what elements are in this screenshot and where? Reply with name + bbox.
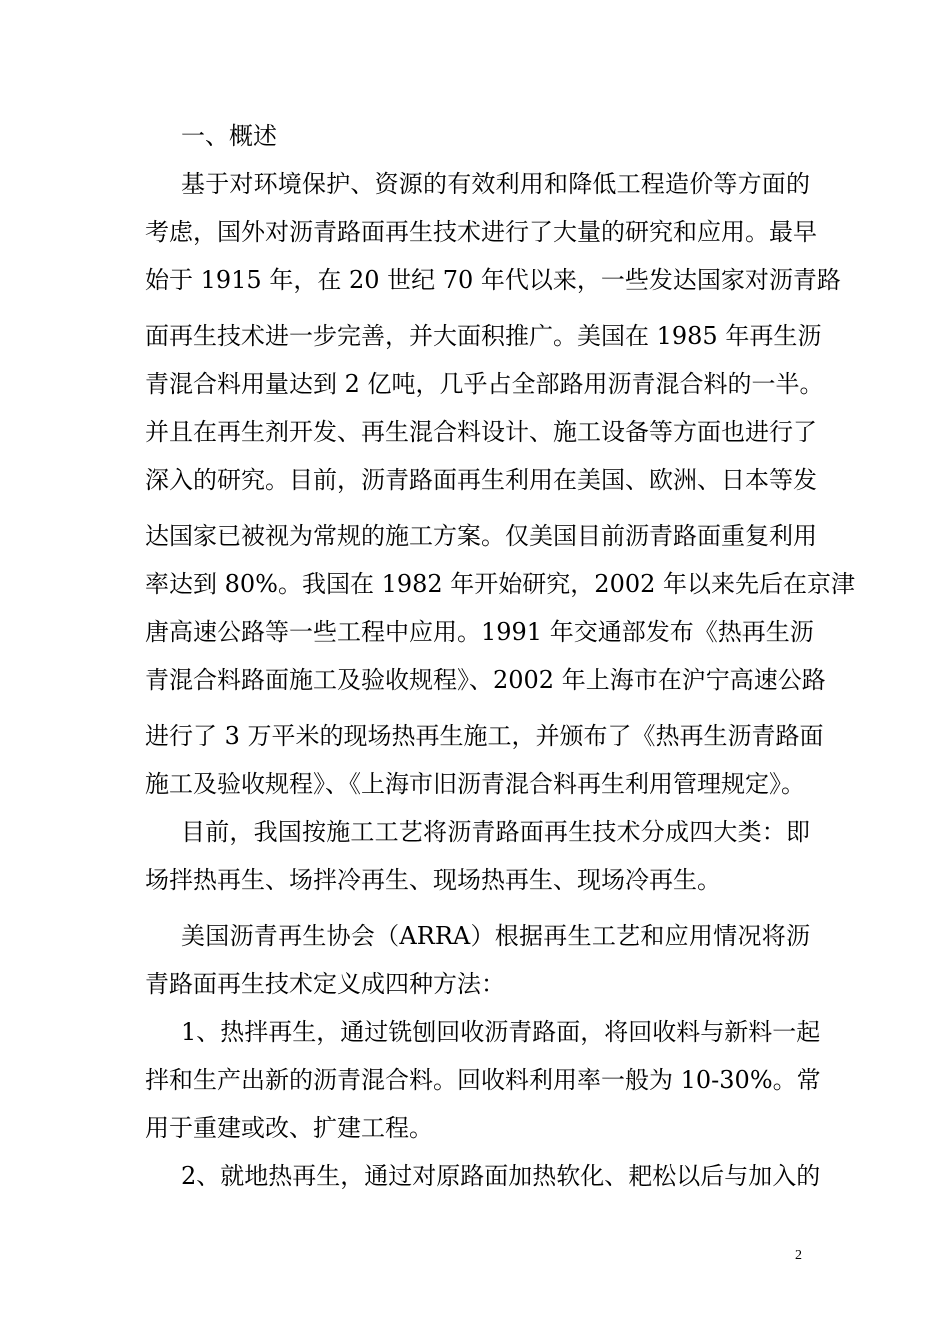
paragraph-5-line-1: 2、就地热再生，通过对原路面加热软化、耙松以后与加入的 [181, 1162, 821, 1190]
paragraph-1-line-5: 青混合料用量达到 2 亿吨，几乎占全部路用沥青混合料的一半。 [145, 370, 824, 398]
paragraph-1-line-12: 进行了 3 万平米的现场热再生施工，并颁布了《热再生沥青路面 [145, 722, 824, 750]
paragraph-4-line-2: 拌和生产出新的沥青混合料。回收料利用率一般为 10-30%。常 [145, 1066, 821, 1094]
paragraph-1-line-1: 基于对环境保护、资源的有效利用和降低工程造价等方面的 [181, 170, 810, 198]
paragraph-3-line-2: 青路面再生技术定义成四种方法： [145, 970, 505, 998]
paragraph-4-line-1: 1、热拌再生，通过铣刨回收沥青路面，将回收料与新料一起 [181, 1018, 821, 1046]
paragraph-1-line-4: 面再生技术进一步完善，并大面积推广。美国在 1985 年再生沥 [145, 322, 822, 350]
paragraph-1-line-10: 唐高速公路等一些工程中应用。1991 年交通部发布《热再生沥 [145, 618, 814, 646]
paragraph-1-line-13: 施工及验收规程》、《上海市旧沥青混合料再生利用管理规定》。 [145, 770, 805, 798]
paragraph-2-line-2: 场拌热再生、场拌冷再生、现场热再生、现场冷再生。 [145, 866, 721, 894]
paragraph-1-line-8: 达国家已被视为常规的施工方案。仅美国目前沥青路面重复利用 [145, 522, 817, 550]
paragraph-1-line-11: 青混合料路面施工及验收规程》、2002 年上海市在沪宁高速公路 [145, 666, 826, 694]
paragraph-1-line-2: 考虑，国外对沥青路面再生技术进行了大量的研究和应用。最早 [145, 218, 817, 246]
paragraph-2-line-1: 目前，我国按施工工艺将沥青路面再生技术分成四大类：即 [181, 818, 810, 846]
paragraph-1-line-9: 率达到 80%。我国在 1982 年开始研究，2002 年以来先后在京津 [145, 570, 856, 598]
section-heading: 一、概述 [181, 122, 277, 150]
page-number: 2 [795, 1248, 802, 1263]
paragraph-1-line-7: 深入的研究。目前，沥青路面再生利用在美国、欧洲、日本等发 [145, 466, 817, 494]
paragraph-4-line-3: 用于重建或改、扩建工程。 [145, 1114, 433, 1142]
paragraph-1-line-3: 始于 1915 年，在 20 世纪 70 年代以来，一些发达国家对沥青路 [145, 266, 841, 294]
paragraph-1-line-6: 并且在再生剂开发、再生混合料设计、施工设备等方面也进行了 [145, 418, 817, 446]
paragraph-3-line-1: 美国沥青再生协会（ARRA）根据再生工艺和应用情况将沥 [181, 922, 810, 950]
